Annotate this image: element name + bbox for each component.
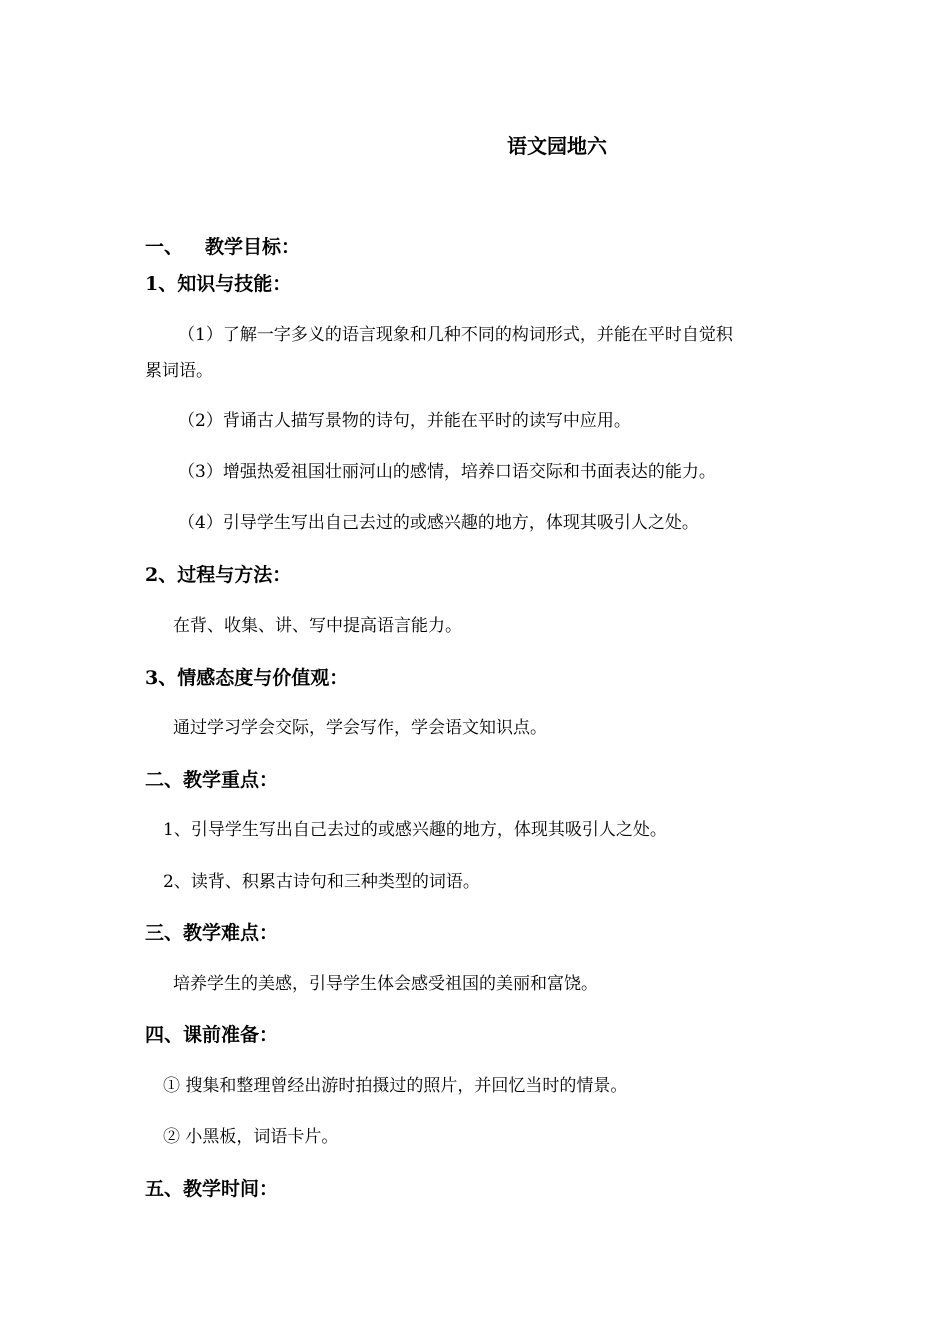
section-heading-preparation: 四、课前准备：: [145, 1024, 279, 1046]
preparation-item-2: ② 小黑板，词语卡片。: [163, 1127, 339, 1147]
preparation-item-1: ① 搜集和整理曾经出游时拍摄过的照片，并回忆当时的情景。: [163, 1076, 628, 1096]
key-point-item-1: 1、引导学生写出自己去过的或感兴趣的地方，体现其吸引人之处。: [163, 820, 667, 840]
objective-item-4: （4）引导学生写出自己去过的或感兴趣的地方，体现其吸引人之处。: [178, 513, 699, 533]
section-heading-objectives: [145, 238, 300, 257]
difficulties-text: 培养学生的美感，引导学生体会感受祖国的美丽和富饶。: [173, 974, 598, 994]
section-number: 一、: [145, 236, 184, 258]
section-heading-difficulties: 三、教学难点：: [145, 922, 279, 944]
objective-item-1-line-1: （1）了解一字多义的语言现象和几种不同的构词形式，并能在平时自觉积: [178, 325, 733, 345]
attitude-values-text: 通过学习学会交际，学会写作，学会语文知识点。: [173, 718, 547, 738]
section-label: 教学目标：: [205, 236, 301, 258]
key-point-item-2: 2、读背、积累古诗句和三种类型的词语。: [163, 872, 480, 892]
section-heading-key-points: 二、教学重点：: [145, 769, 279, 791]
subheading-knowledge-skills: 1、知识与技能：: [145, 273, 292, 295]
process-method-text: 在背、收集、讲、写中提高语言能力。: [173, 616, 462, 636]
objective-item-3: （3）增强热爱祖国壮丽河山的感情，培养口语交际和书面表达的能力。: [178, 462, 716, 482]
document-title: 语文园地六: [507, 134, 607, 158]
section-heading-teaching-time: 五、教学时间：: [145, 1178, 279, 1200]
objective-item-2: （2）背诵古人描写景物的诗句，并能在平时的读写中应用。: [178, 411, 631, 431]
objective-item-1-line-2: 累词语。: [145, 361, 213, 381]
subheading-attitude-values: 3、情感态度与价值观：: [145, 667, 349, 689]
subheading-process-method: 2、过程与方法：: [145, 564, 292, 586]
